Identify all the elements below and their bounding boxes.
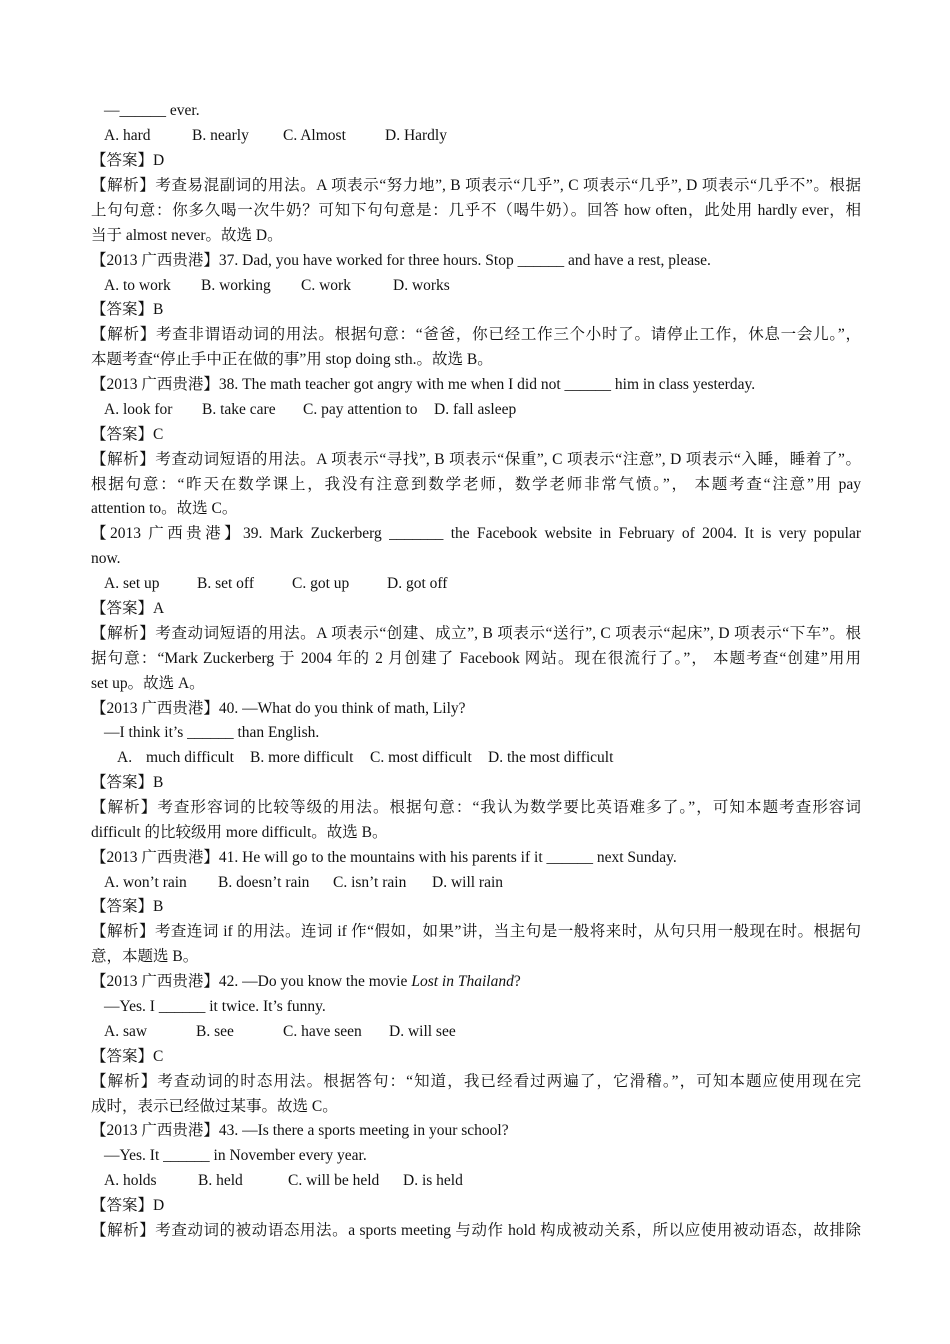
option-b: B. nearly [192, 127, 249, 144]
question-43: 【2013 广西贵港】43. —Is there a sports meeting in your school? [91, 1122, 509, 1139]
option-a: A. saw [104, 1023, 148, 1040]
answer-key: 【答案】D [91, 152, 165, 169]
question-41: 【2013 广西贵港】41. He will go to the mountains with his parents if it ______ next Sunday. [91, 849, 677, 866]
option-b: B. see [196, 1023, 234, 1040]
options-q36 [104, 125, 874, 149]
explanation-line: 【解析】考查非谓语动词的用法。根据句意：“爸爸，你已经工作三个小时了。请停止工作，休息一会儿。”， [91, 326, 861, 343]
question-40-reply: —I think it’s ______ than English. [104, 724, 320, 741]
option-d: D. fall asleep [434, 401, 517, 418]
options-q39 [104, 573, 874, 597]
option-a: A. to work [104, 277, 171, 294]
explanation-line: 据句意：“Mark Zuckerberg 于 2004 年的 2 月创建了 Facebook 网站。现在很流行了。”， 本题考查“创建”用用 [91, 650, 861, 667]
answer-key: 【答案】B [91, 301, 164, 318]
question-38: 【2013 广西贵港】38. The math teacher got angry with me when I did not ______ him in class yesterday. [91, 376, 756, 393]
question-43-reply: —Yes. It ______ in November every year. [104, 1147, 367, 1164]
option-a-label: A. [117, 749, 133, 766]
option-c: C. got up [292, 575, 350, 592]
answer-key: 【答案】B [91, 898, 164, 915]
option-d: D. is held [403, 1172, 463, 1189]
explanation-line: attention to。故选 C。 [91, 500, 238, 517]
answer-key: 【答案】B [91, 774, 164, 791]
option-d: D. will rain [432, 874, 504, 891]
question-42-reply: —Yes. I ______ it twice. It’s funny. [104, 998, 326, 1015]
explanation-line: 【解析】考查易混副词的用法。A 项表示“努力地”, B 项表示“几乎”, C 项表示“几乎”, D 项表示“几乎不”。根据 [91, 177, 861, 194]
explanation-line: 成时，表示已经做过某事。故选 C。 [91, 1098, 338, 1115]
option-c: C. most difficult [370, 749, 472, 766]
option-a: much difficult [146, 749, 234, 766]
question-37: 【2013 广西贵港】37. Dad, you have worked for three hours. Stop ______ and have a rest, please. [91, 252, 711, 269]
option-c: C. pay attention to [303, 401, 418, 418]
answer-key: 【答案】D [91, 1197, 165, 1214]
explanation-line: 上句句意：你多久喝一次牛奶？可知下句句意是：几乎不（喝牛奶）。回答 how often，此处用 hardly ever，相 [91, 202, 861, 219]
option-b: B. take care [202, 401, 276, 418]
movie-title: Lost in Thailand [411, 973, 514, 990]
question-39-cont: now. [91, 550, 121, 567]
question-39: 【2013 广西贵港】39. Mark Zuckerberg _______ the Facebook website in February of 2004. It is very popular [91, 525, 861, 542]
explanation-line: 【解析】考查动词的时态用法。根据答句：“知道，我已经看过两遍了，它滑稽。”，可知本题应使用现在完 [91, 1073, 861, 1090]
option-b: B. set off [197, 575, 254, 592]
option-c: C. work [301, 277, 351, 294]
option-b: B. working [201, 277, 271, 294]
option-d: D. Hardly [385, 127, 447, 144]
option-b: B. more difficult [250, 749, 354, 766]
options-q42 [104, 1021, 874, 1045]
explanation-line: 【解析】考查动词短语的用法。A 项表示“创建、成立”, B 项表示“送行”, C 项表示“起床”, D 项表示“下车”。根 [91, 625, 861, 642]
explanation-line: 根据句意：“昨天在数学课上，我没有注意到数学老师，数学老师非常气愤。”， 本题考查“注意”用 pay [91, 476, 861, 493]
option-b: B. held [198, 1172, 243, 1189]
question-40: 【2013 广西贵港】40. —What do you think of math, Lily? [91, 700, 466, 717]
explanation-line: 【解析】考查连词 if 的用法。连词 if 作“假如，如果”讲，当主句是一般将来时，从句只用一般现在时。根据句 [91, 923, 861, 940]
options-q40 [117, 747, 887, 771]
option-c: C. Almost [283, 127, 346, 144]
answer-key: 【答案】C [91, 1048, 164, 1065]
option-a: A. won’t rain [104, 874, 187, 891]
explanation-line: 本题考查“停止手中正在做的事”用 stop doing sth.。故选 B。 [91, 351, 493, 368]
answer-key: 【答案】A [91, 600, 165, 617]
explanation-line: 当于 almost never。故选 D。 [91, 227, 283, 244]
explanation-line: 【解析】考查动词短语的用法。A 项表示“寻找”, B 项表示“保重”, C 项表示“注意”, D 项表示“入睡，睡着了”。 [91, 451, 861, 468]
option-c: C. have seen [283, 1023, 362, 1040]
explanation-line: 意，本题选 B。 [91, 948, 199, 965]
options-q37 [104, 275, 874, 299]
option-a: A. holds [104, 1172, 157, 1189]
question-42: 【2013 广西贵港】42. —Do you know the movie Lost in Thailand? [91, 973, 521, 990]
options-q43 [104, 1170, 874, 1194]
explanation-line: 【解析】考查动词的被动语态用法。a sports meeting 与动作 hold 构成被动关系，所以应使用被动语态，故排除 [91, 1222, 861, 1239]
explanation-line: set up。故选 A。 [91, 675, 205, 692]
option-a: A. look for [104, 401, 173, 418]
options-q41 [104, 872, 874, 896]
option-b: B. doesn’t rain [218, 874, 310, 891]
option-a: A. set up [104, 575, 160, 592]
answer-key: 【答案】C [91, 426, 164, 443]
explanation-line: 【解析】考查形容词的比较等级的用法。根据句意：“我认为数学要比英语难多了。”，可知本题考查形容词 [91, 799, 861, 816]
option-c: C. will be held [288, 1172, 380, 1189]
explanation-line: difficult 的比较级用 more difficult。故选 B。 [91, 824, 388, 841]
option-d: D. got off [387, 575, 448, 592]
option-d: D. works [393, 277, 450, 294]
option-c: C. isn’t rain [333, 874, 407, 891]
answer-line: —______ ever. [104, 102, 200, 119]
option-d: D. will see [389, 1023, 456, 1040]
options-q38 [104, 399, 874, 423]
option-a: A. hard [104, 127, 151, 144]
option-d: D. the most difficult [488, 749, 614, 766]
